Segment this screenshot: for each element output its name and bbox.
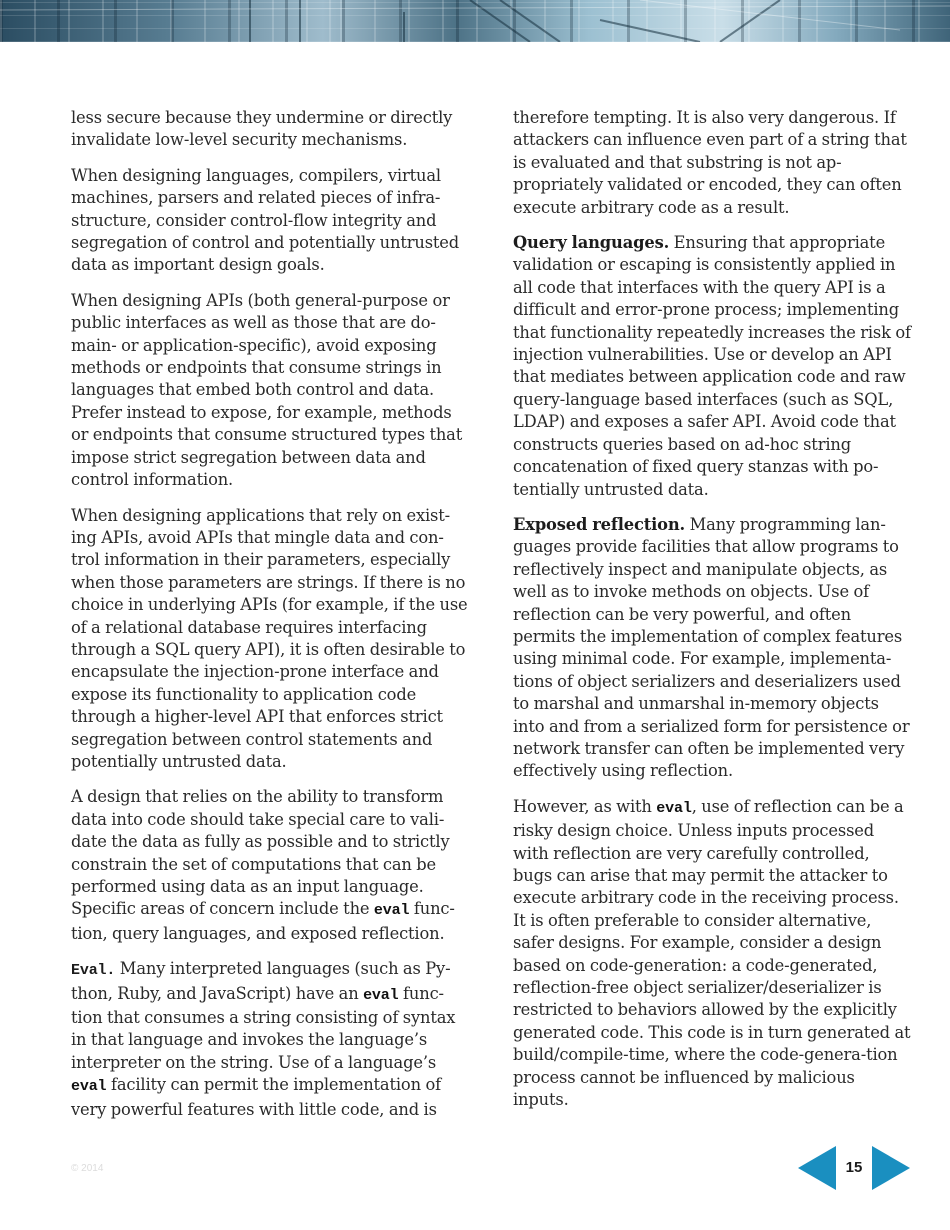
page-navigation — [798, 1146, 910, 1190]
eval-heading: Eval. — [71, 962, 116, 980]
banner-architecture-lines — [0, 0, 950, 42]
exposed-reflection-heading: Exposed reflection. — [513, 514, 686, 534]
left-paragraph-1: less secure because they undermine or directly invalidate low-level security mechanisms. — [71, 108, 453, 150]
text-span: facility can permit the implementation of very powerful features with little code, and is — [71, 1075, 441, 1119]
text-span: , use of reflection can be a risky design choice. Unless inputs processed with reflection are very carefully controlled, bugs can arise that may permit the attacker to execute arbitrary code in the receiving process. It is often preferable to consider alternative, safer designs. For example, consider a design based on code-generation: a code-generated, reflection-free object serializer/deserializer is restricted to behaviors allowed by the explicitly generated code. This code is in turn generated at build/compile-time, where the code-genera-tion process cannot be influenced by malicious inputs. — [513, 796, 911, 1110]
copyright-notice: © 2014 — [71, 1163, 104, 1174]
right-column — [513, 107, 913, 1124]
header-banner-image — [0, 0, 950, 42]
right-paragraph-1: therefore tempting. It is also very dangerous. If attackers can influence even part of a string that is evaluated and that substring is not ap-propriately validated or encoded, they can often execute arbitrary code as a result. — [513, 108, 907, 217]
query-languages-paragraph — [513, 232, 913, 501]
page-number: 15 — [845, 1159, 863, 1176]
inline-code-eval: eval — [363, 986, 399, 1004]
inline-code-eval: eval — [373, 902, 410, 920]
left-paragraph-4: When designing applications that rely on exist-ing APIs, avoid APIs that mingle data and con-trol information in their parameters, especially when those parameters are strings. If there is no choice in underlying APIs (for example, if the use of a relational database requires interfacing through a SQL query API), it is often desirable to encapsulate the injection-prone interface and expose its functionality to application code through a higher-level API that enforces strict segregation between control statements and potentially untrusted data. — [71, 505, 468, 771]
text-span: func-tion, query languages, and exposed reflection. — [71, 899, 455, 943]
previous-page-arrow-icon[interactable] — [798, 1146, 838, 1190]
text-span: Many interpreted languages (such as Py-thon, Ruby, and JavaScript) have an — [71, 959, 451, 1003]
left-paragraph-3: When designing APIs (both general-purpose or public interfaces as well as those that are do-main- or application-specific), avoid exposing methods or endpoints that consume strings in languages that embed both control and data. Prefer instead to expose, for example, methods or endpoints that consume structured types that impose strict segregation between data and control information. — [71, 290, 463, 490]
eval-section-paragraph — [71, 958, 471, 1121]
text-span: However, as with — [513, 796, 652, 816]
left-paragraph-2: When designing languages, compilers, virtual machines, parsers and related pieces of infra-structure, consider control-flow integrity and segregation of control and potentially untrusted data as important design goals. — [71, 165, 460, 275]
query-languages-heading: Query languages. — [513, 233, 670, 253]
next-page-arrow-icon[interactable] — [872, 1146, 910, 1190]
text-span: func-tion that consumes a string consisting of syntax in that language and invokes the language’s interpreter on the string. Use of a language’s — [71, 983, 456, 1072]
inline-code-eval: eval — [656, 799, 692, 817]
left-column — [71, 107, 471, 1134]
exposed-reflection-paragraph — [513, 514, 913, 783]
text-span: Ensuring that appropriate validation or escaping is consistently applied in all code that interfaces with the query API is a difficult and error-prone process; implementing that functionality repeatedly increases the risk of injection vulnerabilities. Use or develop an API that mediates between application code and raw query-language based interfaces (such as SQL, LDAP) and exposes a safer API. Avoid code that constructs queries based on ad-hoc string concatenation of fixed query stanzas with po-tentially untrusted data. — [513, 233, 911, 499]
right-paragraph-4 — [513, 796, 913, 1112]
inline-code-eval: eval — [71, 1078, 107, 1096]
text-span: A design that relies on the ability to transform data into code should take special care to vali-date the data as fully as possible and to strictly constrain the set of computations that can be performed using data as an input language. Specific areas of concern include the — [71, 787, 450, 919]
left-paragraph-5 — [71, 786, 471, 945]
text-span: Many programming lan-guages provide facilities that allow programs to reflectively inspect and manipulate objects, as well as to invoke methods on objects. Use of reflection can be very powerful, and often permits the implementation of complex features using minimal code. For example, implementa-tions of object serializers and deserializers used to marshal and unmarshal in-memory objects into and from a serialized form for persistence or network transfer can often be implemented very effectively using reflection. — [513, 514, 910, 781]
